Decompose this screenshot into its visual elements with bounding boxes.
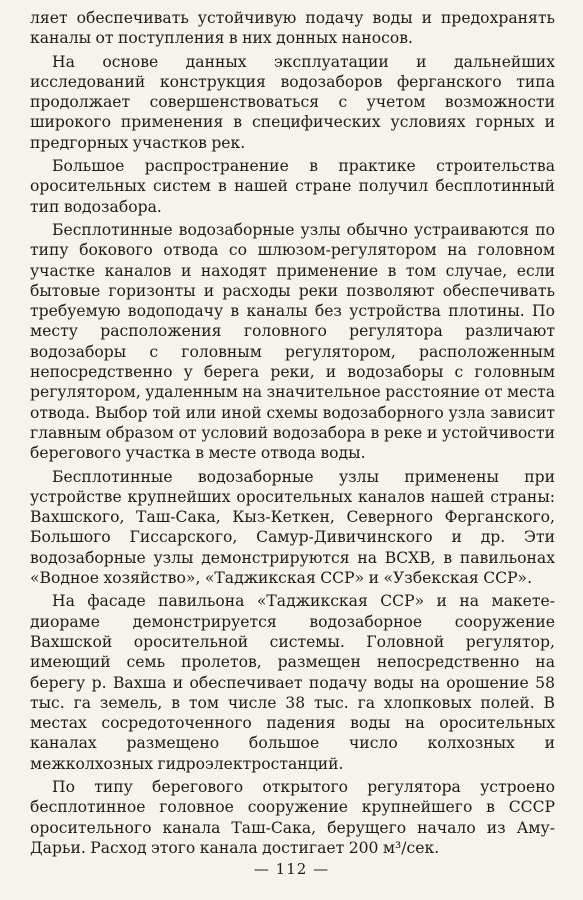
- page-number: — 112 —: [253, 860, 330, 878]
- paragraph-damless-canals: Бесплотинные водозаборные узлы применены при устройстве крупнейших оросительных каналов нашей страны: Вахшского, Таш-Сака, Кыз-Кеткен, Северного Ферганского, Большого Гиссарского, Самур-Дивичинского и др. Эти водозаборные узлы демонстрируются на ВСХВ, в павильонах «Водное хозяйство», «Таджикская ССР» и «Узбекская ССР».: [30, 467, 555, 588]
- paragraph-fergana-improvement: На основе данных эксплуатации и дальнейших исследований конструкция водозаборов ферганского типа продолжает совершенствоваться с учетом возможности широкого применения в специфических условиях горных и предгорных участков рек.: [30, 52, 555, 152]
- paragraph-continuation: ляет обеспечивать устойчивую подачу воды и предохранять каналы от поступления в них донных наносов.: [30, 9, 555, 48]
- paragraph-damless-intro: Большое распространение в практике строительства оросительных систем в нашей стране получил бесплотинный тип водозабора.: [30, 157, 555, 216]
- paragraph-vakhsh-system: На фасаде павильона «Таджикская ССР» и на макете-диораме демонстрируется водозаборное сооружение Вахшской оросительной системы. Головной регулятор, имеющий семь пролетов, размещен непосредственно на берегу р. Вахша и обеспечивает подачу воды на орошение 58 тыс. га земель, в том числе 38 тыс. га хлопковых полей. В местах сосредоточенного падения воды на оросительных каналах размещено большое число колхозных и межколхозных гидроэлектростанций.: [30, 592, 555, 773]
- paragraph-damless-types: Бесплотинные водозаборные узлы обычно устраиваются по типу бокового отвода со шлюзом-регулятором на головном участке каналов и находят применение в том случае, если бытовые горизонты и расходы реки позволяют обеспечивать требуемую водоподачу в каналы без устройства плотины. По месту расположения головного регулятора различают водозаборы с головным регулятором, расположенным непосредственно у берега реки, и водозаборы с головным регулятором, удаленным на значительное расстояние от места отвода. Выбор той или иной схемы водозаборного узла зависит главным образом от условий водозабора в реке и устойчивости берегового участка в месте отвода воды.: [30, 220, 555, 463]
- paragraph-tash-saka: По типу берегового открытого регулятора устроено бесплотинное головное сооружение крупнейшего в СССР оросительного канала Таш-Сака, берущего начало из Аму-Дарьи. Расход этого канала достигает 200 м³/сек.: [30, 777, 555, 857]
